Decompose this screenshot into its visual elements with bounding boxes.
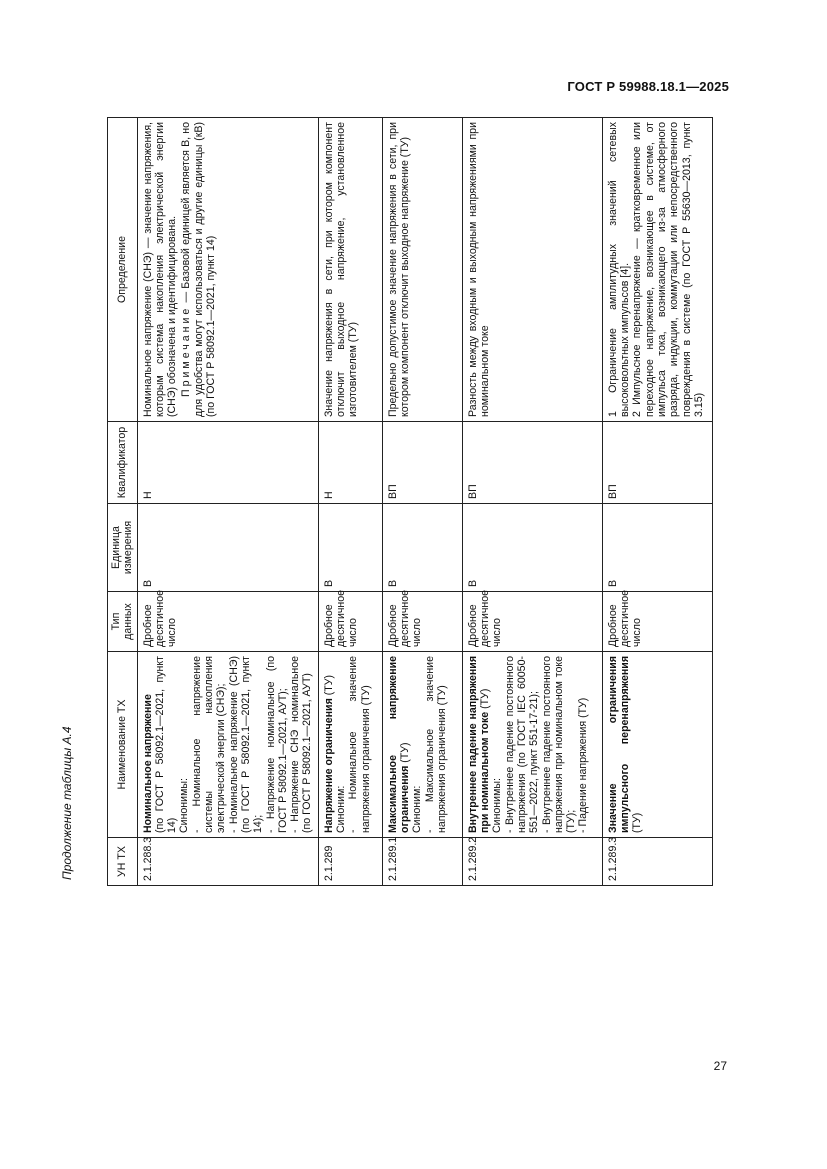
cell-definition [602,118,712,422]
cell-type: Дробное десятичное число [382,592,462,652]
cell-unit: В [382,504,462,592]
table-header-row [108,118,138,886]
note-label: Примечание [180,305,193,397]
table-row [602,118,712,886]
column-header-unit: Единица измерения [108,504,138,592]
definition-line: 2 Импульсное перенапряжение — кратковременное или переходное напряжение, возникающее в системе, от импульса тока, возникающего из-за атмосферного разряда, индукции, коммутации или непосредственного повреждения в системе (по ГОСТ Р 55630—2013, пункт 3.15) [631,122,705,417]
name-line: - Максимальное значение напряжения ограничения (ТУ) [423,656,448,833]
cell-qualifier: Н [318,422,382,504]
term-name: Напряжение ограничения [322,698,335,833]
term-suffix: (ТУ) [399,742,412,766]
name-line: Синонимы: [491,778,504,833]
name-line: (по ГОСТ Р 58092.1—2021, пункт 14) [153,656,179,833]
cell-unit: В [462,504,602,592]
term-name: Максимальное напряжение ограничения [386,656,412,833]
cell-qualifier: Н [137,422,318,504]
column-header-definition: Определение [108,118,138,422]
cell-type: Дробное десятичное число [318,592,382,652]
table-row [137,118,318,886]
note-text: — Базовой единицей является В, но для удобства могут использоваться и другие единицы (кВ) (по ГОСТ Р 58092.1—2021, пункт 14) [180,122,218,417]
cell-unit: В [137,504,318,592]
cell-unit: В [602,504,712,592]
term-name: Внутреннее падение напряжения при номинальном токе [466,656,492,833]
cell-definition: Разность между входным и выходным напряжениями при номинальном токе [462,118,602,422]
definition-line: 1 Ограничение амплитудных значений сетевых высоковольтных импульсов [4]. [606,122,632,417]
name-line: - Напряжение номинальное (по ГОСТ Р 58092.1—2021, АУТ); [264,656,289,833]
cell-definition: Значение напряжения в сети, при котором компонент отключит выходное напряжение, установленное изготовителем (ТУ) [318,118,382,422]
rotated-table-container [107,118,727,886]
name-line: - Внутреннее падение постоянного напряжения при номинальном токе (ТУ); [540,656,578,833]
cell-name [318,652,382,838]
definition-text: Номинальное напряжение (СНЭ) — значение напряжения, которым система накопления электрической энергии (СНЭ) обозначена и идентифицирована. [141,122,179,417]
cell-qualifier: ВП [462,422,602,504]
cell-id: 2.1.288.3 [137,838,318,886]
cell-id: 2.1.289.2 [462,838,602,886]
column-header-type: Тип данных [108,592,138,652]
cell-id: 2.1.289.3 [602,838,712,886]
name-line: Синоним: [411,785,424,833]
name-line: - Номинальное значение напряжения ограничения (ТУ) [347,656,372,833]
cell-name [137,652,318,838]
cell-qualifier: ВП [602,422,712,504]
cell-name [602,652,712,838]
table-caption: Продолжение таблицы А.4 [60,726,74,880]
cell-name [382,652,462,838]
term-name: Значение ограничения импульсного перенапряжения [606,656,632,833]
definition-note [180,122,217,417]
cell-id: 2.1.289 [318,838,382,886]
cell-definition [137,118,318,422]
cell-id: 2.1.289.1 [382,838,462,886]
column-header-name: Наименование ТХ [108,652,138,838]
name-line: - Напряжение СНЭ номинальное (по ГОСТ Р 58092.1—2021, АУТ) [289,656,314,833]
document-standard-header: ГОСТ Р 59988.18.1—2025 [567,79,729,94]
column-header-qualifier: Квалификатор [108,422,138,504]
column-header-id: УН ТХ [108,838,138,886]
page-number: 27 [713,1059,727,1073]
cell-type: Дробное десятичное число [137,592,318,652]
name-line: Синонимы: [178,778,191,833]
name-line: - Падение напряжения (ТУ) [577,697,590,833]
cell-name [462,652,602,838]
table-row [382,118,462,886]
table-row [318,118,382,886]
name-line: - Номинальное напряжение системы накопления электрической энергии (СНЭ); [190,656,228,833]
term-suffix: (ТУ) [479,688,492,712]
name-line: - Номинальное напряжение (СНЭ) (по ГОСТ Р 58092.1—2021, пункт 14); [227,656,265,833]
cell-type: Дробное десятичное число [462,592,602,652]
term-suffix: (ТУ) [322,675,335,699]
name-line: Синоним: [335,785,348,833]
term-suffix: (ТУ) [631,812,644,833]
name-line: - Внутреннее падение постоянного напряжения (по ГОСТ IEC 60050-551—2022, пункт 551-17-21); [503,656,541,833]
term-name: Номинальное напряжение [141,694,154,833]
cell-unit: В [318,504,382,592]
table-row [462,118,602,886]
characteristics-table [107,117,713,886]
cell-qualifier: ВП [382,422,462,504]
cell-type: Дробное десятичное число [602,592,712,652]
cell-definition: Предельно допустимое значение напряжения в сети, при котором компонент отключит выходное напряжение (ТУ) [382,118,462,422]
